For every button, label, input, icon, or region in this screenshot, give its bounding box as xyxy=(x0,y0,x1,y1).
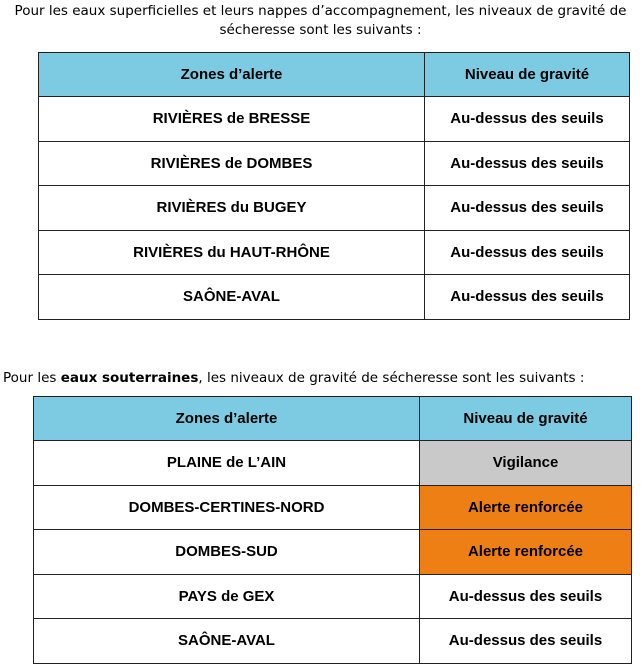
zone-cell: DOMBES-CERTINES-NORD xyxy=(34,485,420,530)
level-cell: Au-dessus des seuils xyxy=(425,97,630,142)
level-cell: Au-dessus des seuils xyxy=(425,186,630,231)
zone-cell: RIVIÈRES du HAUT-RHÔNE xyxy=(39,230,425,275)
level-cell: Au-dessus des seuils xyxy=(425,141,630,186)
table-row xyxy=(39,97,630,142)
table-row xyxy=(34,574,632,619)
table-row xyxy=(39,230,630,275)
level-cell-vigilance: Vigilance xyxy=(420,441,632,486)
level-header: Niveau de gravité xyxy=(425,53,630,97)
level-cell: Au-dessus des seuils xyxy=(420,619,632,664)
zone-cell: PAYS de GEX xyxy=(34,574,420,619)
surface-water-intro: Pour les eaux superficielles et leurs nappes d’accompagnement, les niveaux de gravité de sécheresse sont les suivants : xyxy=(14,3,627,38)
zone-cell: PLAINE de L’AIN xyxy=(34,441,420,486)
zone-cell: RIVIÈRES de DOMBES xyxy=(39,141,425,186)
level-cell: Au-dessus des seuils xyxy=(425,230,630,275)
zone-cell: SAÔNE-AVAL xyxy=(34,619,420,664)
groundwater-intro-end: , les niveaux de gravité de sécheresse sont les suivants : xyxy=(198,370,585,386)
zone-cell: RIVIÈRES du BUGEY xyxy=(39,186,425,231)
level-cell: Au-dessus des seuils xyxy=(425,275,630,320)
groundwater-table xyxy=(33,396,632,664)
level-cell: Au-dessus des seuils xyxy=(420,574,632,619)
groundwater-intro-start: Pour les xyxy=(3,370,61,386)
table-row xyxy=(39,275,630,320)
level-cell-alerte-renforcee: Alerte renforcée xyxy=(420,485,632,530)
table-header-row xyxy=(34,397,632,441)
groundwater-intro xyxy=(3,369,641,388)
level-cell-alerte-renforcee: Alerte renforcée xyxy=(420,530,632,575)
table-row xyxy=(34,441,632,486)
table-row xyxy=(34,619,632,664)
zone-cell: RIVIÈRES de BRESSE xyxy=(39,97,425,142)
table-row xyxy=(34,530,632,575)
table-header-row xyxy=(39,53,630,97)
level-header: Niveau de gravité xyxy=(420,397,632,441)
zone-header: Zones d’alerte xyxy=(34,397,420,441)
zone-header: Zones d’alerte xyxy=(39,53,425,97)
table-row xyxy=(39,141,630,186)
table-row xyxy=(39,186,630,231)
surface-water-table xyxy=(38,52,630,320)
table-row xyxy=(34,485,632,530)
zone-cell: SAÔNE-AVAL xyxy=(39,275,425,320)
groundwater-intro-bold: eaux souterraines xyxy=(60,370,199,386)
zone-cell: DOMBES-SUD xyxy=(34,530,420,575)
